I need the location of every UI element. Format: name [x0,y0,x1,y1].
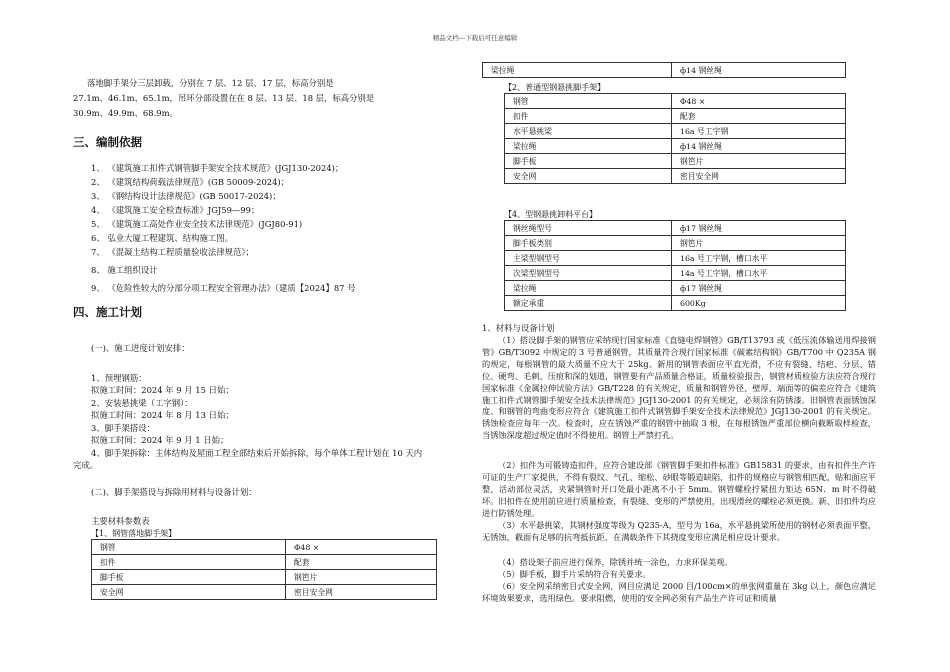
table-caption: 【2、普通型钢悬挑脚手架】 [504,83,606,92]
table-row [505,94,846,109]
table-cell: 脚手板 [92,570,286,585]
paragraph: （3）水平悬挑梁，其钢材强度等级为 Q235-A，型号为 16a，水平悬挑梁所使用的钢材必须表面平整，无锈蚀，截面有足够的抗弯抵抗距，在满载条件下其挠度变形应满足相应设计要求。 [482,520,876,542]
plan-item: 2、安装悬挑梁（工字钢）： [91,398,193,408]
basis-item: 4、 《建筑施工安全检查标准》JGJ59—99； [91,205,260,215]
page-header: 精品文档---下载后可任意编辑 [432,34,518,42]
table-cell: 安全网 [92,585,286,600]
table-cell: 配套 [286,555,437,570]
table-cell: 脚手板类别 [505,236,672,251]
table-cell: 扣件 [505,109,672,124]
table-cell: 脚手板 [505,154,672,169]
materials-table-4 [504,220,846,311]
materials-table-1-cont [482,62,846,78]
table-cell: 16a 号工字钢，槽口水平 [672,251,846,266]
table-cell: 钢管 [92,540,286,555]
basis-item: 1、 《建筑施工扣件式钢管脚手架安全技术规范》(JGJ130-2024)； [91,163,344,173]
table-row [505,154,846,169]
table-caption: 【4、型钢悬挑卸料平台】 [504,210,598,219]
table-row [505,266,846,281]
table-cell: 600Kg [672,296,846,311]
table-cell: 水平悬挑梁 [505,124,672,139]
table-row [505,221,846,236]
table-row [505,109,846,124]
table-row [505,139,846,154]
plan-subheading: (二)、脚手架搭设与拆除用材料与设备计划： [91,487,257,497]
intro-line: 30.9m、49.9m、68.9m。 [73,108,178,118]
intro-line: 27.1m、46.1m、65.1m，吊环分部设置在在 8 层、13 层、18 层，标高分别是 [73,93,375,103]
table-title: 主要材料参数表 [91,516,150,526]
basis-item: 5、 《建筑施工高处作业安全技术法律规范》(JGJ80-91) [91,219,303,229]
plan-subheading: (一)、施工进度计划安排： [91,343,190,353]
plan-item: 4、脚手架拆除：主体结构及屋面工程全部结束后开始拆除，每个单体工程计划在 10 天内 [91,448,423,458]
basis-item: 3、 《钢结构设计法律规范》(GB 50017-2024)； [91,191,281,201]
plan-item: 拟施工时间：2024 年 8 月 13 日始； [91,410,234,420]
table-caption: 【1、钢管落地脚手架】 [91,529,177,538]
table-cell: 梁拉绳 [483,63,672,78]
table-cell: 钢丝绳型号 [505,221,672,236]
table-row [92,555,437,570]
basis-item: 9、 《危险性较大的分部分项工程安全管理办法》（建质【2024】87 号 [91,283,356,293]
materials-table-1 [91,539,437,600]
table-cell: ф17 钢丝绳 [672,221,846,236]
table-cell: ф14 钢丝绳 [672,139,846,154]
paragraph: （1）搭设脚手架的钢管应采纳现行国家标准《直缝电焊钢管》GB/T13793 或《低压流体输送用焊接钢管》GB/T3092 中规定的 3 号普通钢管，其质量符合现行国家标准《碳素结构钢》GB/T700 中 Q235A 钢的规定，每根钢管的最大质量不应大于 25kg。新用的钢管表面应平直光滑，不应有裂缝、结疤、分层、错位、硬弯、毛刺、压痕和深的划道，钢管要有产品质量合格证，质量检验报告，钢管材质检验方法应符合现行国家标准《金属拉伸试验方法》GB/T228 的有关规定，质量和钢管外径、壁厚、端面等的偏差应符合《建筑施工扣件式钢管脚手架安全技术法律规范》JGJ130-2001 的有关规定，必须涂有防锈漆。旧钢管表面锈蚀深度、和钢管的弯曲变形应符合《建筑施工扣件式钢管脚手架安全技术法律规范》JGJ130-2001 的有关规定。锈蚀检查应每年一次。检查时，应在锈蚀严重的钢管中抽取 3 根，在每根锈蚀严重部位横向截断取样检查，当锈蚀深度超过规定值时不得使用。钢管上严禁打孔。 [482,335,876,441]
table-cell: 钢笆片 [672,236,846,251]
table-cell: 梁拉绳 [505,139,672,154]
table-cell: 次梁型钢型号 [505,266,672,281]
table-cell: 密目安全网 [672,169,846,184]
section-3-title: 三、编制依据 [73,135,142,149]
paragraph: （4）搭设架子前应进行保养，除锈并统一涂色，力求环保美观。 [498,557,733,567]
table-cell: 密目安全网 [286,585,437,600]
materials-table-2 [504,93,846,184]
table-cell: 配套 [672,109,846,124]
table-cell: 钢笆片 [672,154,846,169]
plan-item: 完成。 [73,460,99,470]
section-4-title: 四、施工计划 [73,305,142,319]
table-row [92,585,437,600]
table-row [505,296,846,311]
basis-item: 8、 施工组织设计 [91,265,158,275]
table-row [505,236,846,251]
materials-heading: 1、材料与设备计划 [482,323,555,333]
table-cell: 16a 号工字钢 [672,124,846,139]
plan-item: 1、预埋钢筋： [91,373,147,383]
table-row [483,63,846,78]
table-row [92,540,437,555]
table-row [505,251,846,266]
table-cell: Φ48 × [286,540,437,555]
table-cell: 安全网 [505,169,672,184]
table-row [505,281,846,296]
table-cell: 钢管 [505,94,672,109]
table-cell: 额定承重 [505,296,672,311]
table-row [92,570,437,585]
basis-item: 6、 弘业大厦工程建筑、结构施工图。 [91,233,233,243]
table-cell: 主梁型钢型号 [505,251,672,266]
table-cell: ф17 钢丝绳 [672,281,846,296]
table-cell: Φ48 × [672,94,846,109]
table-cell: 14a 号工字钢，槽口水平 [672,266,846,281]
plan-item: 拟施工时间：2024 年 9 月 1 日始； [91,435,229,445]
paragraph: （6）安全网采纳密目式安全网，网目应满足 2000 目/100cm×的单张网重量在 3kg 以上，颜色应满足环境效果要求，选用绿色。要求阻燃，使用的安全网必须有产品生产许可证和质量 [482,581,876,603]
plan-item: 拟施工时间：2024 年 9 月 15 日始； [91,385,234,395]
table-row [505,169,846,184]
paragraph: （2）扣件为可锻铸造扣件，应符合建设部《钢管脚手架扣件标准》GB15831 的要求，由有扣件生产许可证的生产厂家提供，不得有裂纹、气孔、缩松、砂眼等锻造缺陷，扣件的规格应与钢管相匹配，贴和面应平整，活动部位灵活，夹紧钢管时开口处最小距离不小于 5mm。钢管螺栓拧紧扭力矩达 65N．m 时不得破坏。旧扣件在使用前应进行质量检查，有裂缝、变形的严禁使用，出现滑丝的螺栓必须更换。新、旧扣件均应进行防锈处理。 [482,460,876,518]
table-cell: ф14 钢丝绳 [672,63,846,78]
intro-line: 落地脚手架分三层卸载，分别在 7 层、12 层、17 层，标高分别是 [87,78,334,88]
basis-item: 7、 《混凝土结构工程质量验收法律规范》； [91,247,254,257]
table-cell: 扣件 [92,555,286,570]
table-cell: 钢笆片 [286,570,437,585]
table-cell: 梁拉绳 [505,281,672,296]
table-row [505,124,846,139]
plan-item: 3、脚手架搭设： [91,423,155,433]
paragraph: （5）脚手板，脚手片采纳符合有关要求。 [498,569,651,579]
basis-item: 2、 《建筑结构荷载法律规范》(GB 50009-2024)； [91,177,290,187]
